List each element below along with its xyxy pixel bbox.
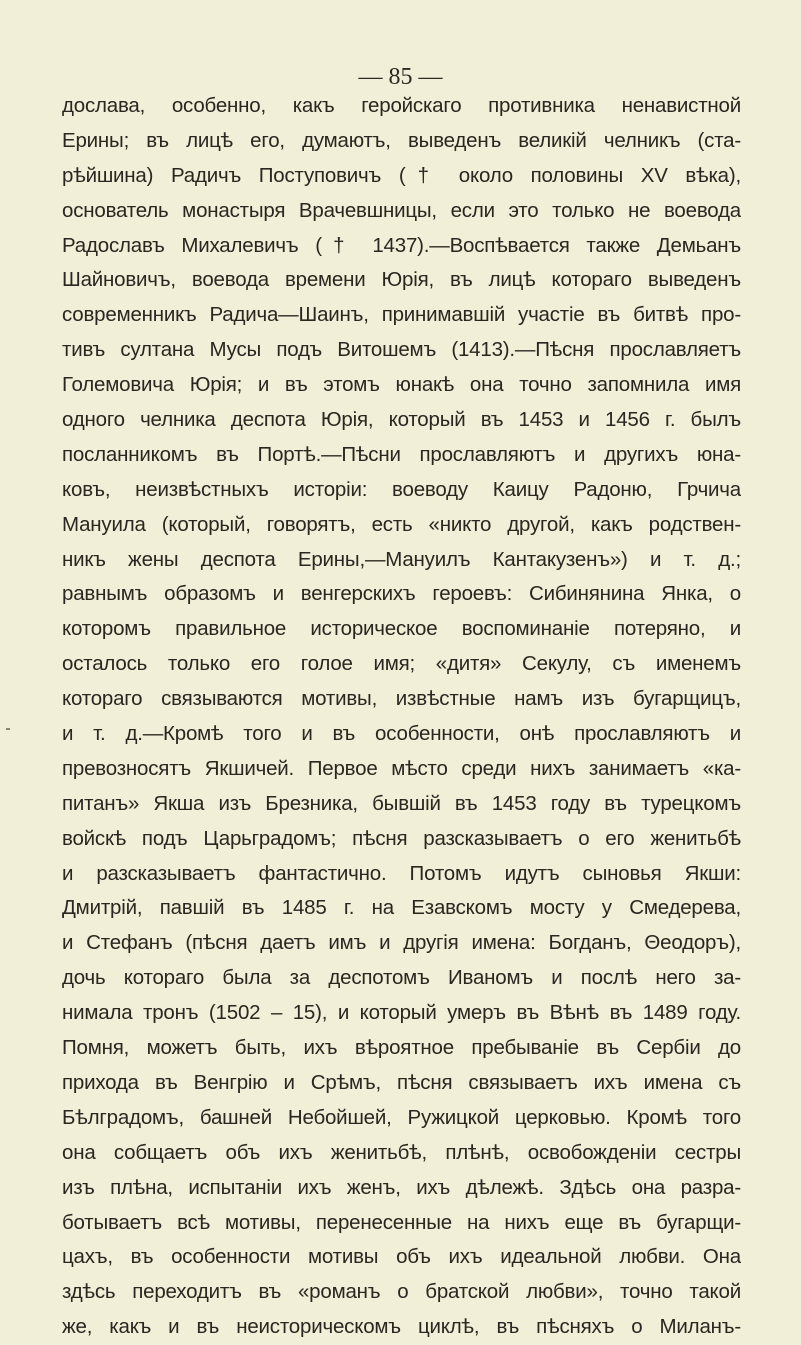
text-line: и Стефанъ (пѣсня даетъ имъ и другія имена: Богданъ, Θеодоръ),: [62, 931, 741, 955]
text-line: осталось только его голое имя; «дитя» Секулу, съ именемъ: [62, 652, 741, 676]
text-line: Ерины; въ лицѣ его, думаютъ, выведенъ великій челникъ (ста-: [62, 128, 741, 152]
text-line: ботываетъ всѣ мотивы, перенесенные на нихъ еще въ бугарщи-: [62, 1210, 741, 1234]
text-line: Помня, можетъ быть, ихъ вѣроятное пребываніе въ Сербіи до: [62, 1036, 741, 1060]
text-line: современникъ Радича—Шаинъ, принимавшій участіе въ битвѣ про-: [62, 303, 741, 327]
text-line: войскѣ подъ Царьградомъ; пѣсня разсказываетъ о его женитьбѣ: [62, 826, 741, 850]
body-text: [62, 89, 741, 1345]
text-line: никъ жены деспота Ерины,—Мануилъ Кантакузенъ») и т. д.;: [62, 547, 741, 571]
text-line: Радославъ Михалевичъ († 1437).—Воспѣвается также Демьанъ: [62, 233, 741, 257]
text-line: и т. д.—Кромѣ того и въ особенности, онѣ прославляютъ и: [62, 722, 741, 746]
text-line: Шайновичъ, воевода времени Юрія, въ лицѣ котораго выведенъ: [62, 268, 741, 292]
text-line: которомъ правильное историческое воспоминаніе потеряно, и: [62, 617, 741, 641]
text-line: Големовича Юрія; и въ этомъ юнакѣ она точно запомнила имя: [62, 373, 741, 397]
text-line: равнымъ образомъ и венгерскихъ героевъ: Сибинянина Янка, о: [62, 582, 741, 606]
text-line: Бѣлградомъ, башней Небойшей, Ружицкой церковью. Кромѣ того: [62, 1105, 741, 1129]
text-line: котораго связываются мотивы, извѣстные намъ изъ бугарщицъ,: [62, 687, 741, 711]
text-line: рѣйшина) Радичъ Поступовичъ († около половины XV вѣка),: [62, 163, 741, 187]
text-line: ковъ, неизвѣстныхъ исторіи: воеводу Каицу Радоню, Грчича: [62, 477, 741, 501]
text-line: одного челника деспота Юрія, который въ 1453 и 1456 г. былъ: [62, 408, 741, 432]
text-line: же, какъ и въ неисторическомъ циклѣ, въ пѣсняхъ о Миланъ-: [62, 1315, 741, 1339]
scan-edge-mark: [6, 728, 10, 730]
text-line: Мануила (который, говорятъ, есть «никто другой, какъ родствен-: [62, 512, 741, 536]
text-line: здѣсь переходитъ въ «романъ о братской любви», точно такой: [62, 1280, 741, 1304]
text-line: основатель монастыря Врачевшницы, если это только не воевода: [62, 198, 741, 222]
text-line: цахъ, въ особенности мотивы объ ихъ идеальной любви. Она: [62, 1245, 741, 1269]
text-line: нимала тронъ (1502 – 15), и который умеръ въ Вѣнѣ въ 1489 году.: [62, 1001, 741, 1025]
text-line: дослава, особенно, какъ геройскаго противника ненавистной: [62, 94, 741, 117]
text-line: превозносятъ Якшичей. Первое мѣсто среди нихъ занимаетъ «ка-: [62, 756, 741, 780]
text-line: тивъ султана Мусы подъ Витошемъ (1413).—Пѣсня прославляетъ: [62, 338, 741, 362]
text-line: она собщаетъ объ ихъ женитьбѣ, плѣнѣ, освобожденіи сестры: [62, 1140, 741, 1164]
text-line: посланникомъ въ Портѣ.—Пѣсни прославляютъ и другихъ юна-: [62, 442, 741, 466]
text-line: Дмитрій, павшій въ 1485 г. на Езавскомъ мосту у Смедерева,: [62, 896, 741, 920]
text-line: изъ плѣна, испытаніи ихъ женъ, ихъ дѣлежѣ. Здѣсь она разра-: [62, 1175, 741, 1199]
text-line: питанъ» Якша изъ Брезника, бывшій въ 1453 году въ турецкомъ: [62, 791, 741, 815]
page-number: — 85 —: [358, 64, 443, 90]
text-line: и разсказываетъ фантастично. Потомъ идутъ сыновья Якши:: [62, 861, 741, 885]
text-line: дочь котораго была за деспотомъ Иваномъ и послѣ него за-: [62, 966, 741, 990]
text-line: прихода въ Венгрію и Срѣмъ, пѣсня связываетъ ихъ имена съ: [62, 1070, 741, 1094]
